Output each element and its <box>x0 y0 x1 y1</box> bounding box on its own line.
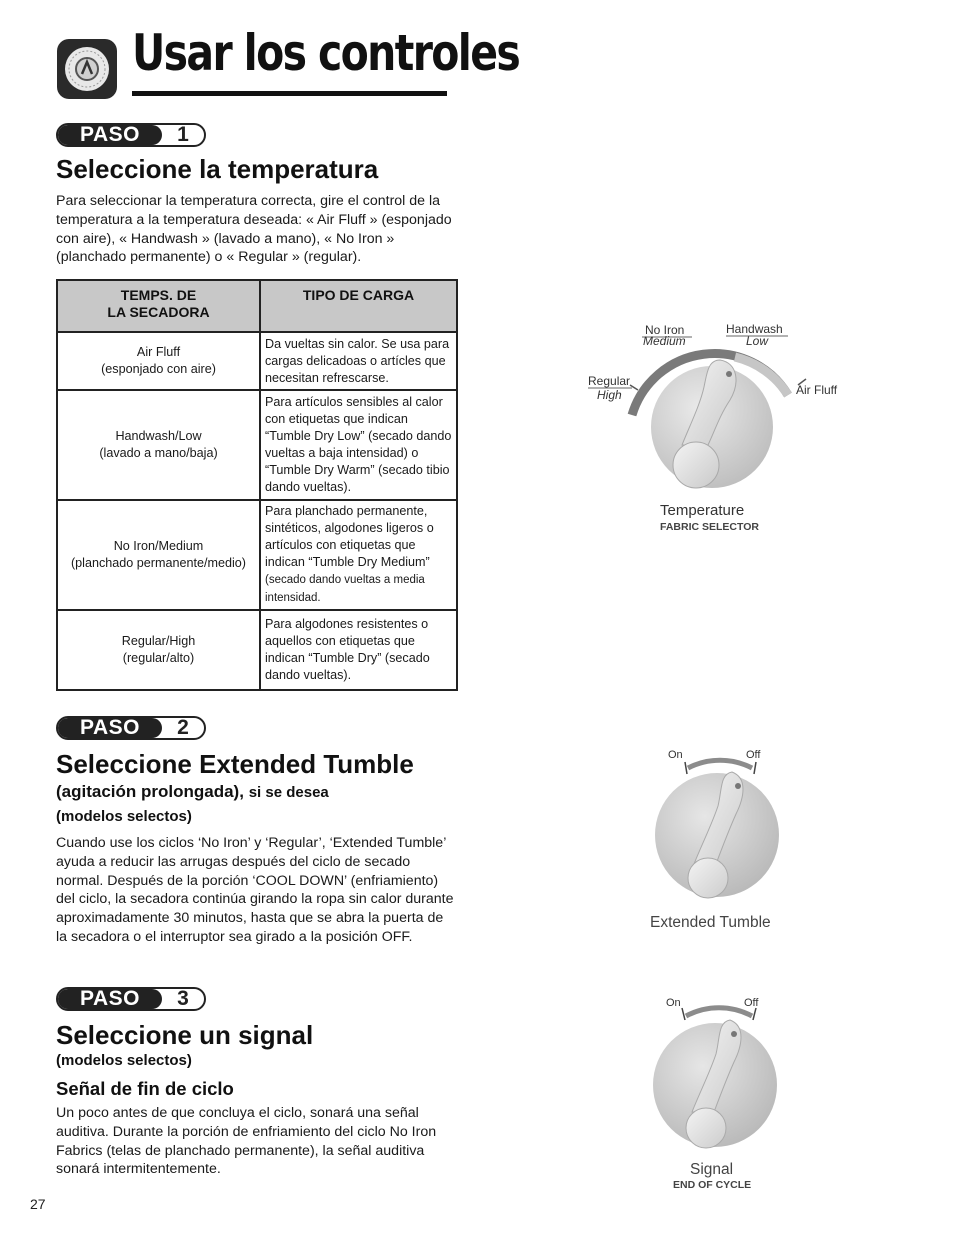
dial-label-on: On <box>666 997 681 1009</box>
dial-title: Signal <box>690 1161 734 1178</box>
paso-number: 2 <box>177 716 189 739</box>
table-row: Handwash/Low (lavado a mano/baja) Para artículos sensibles al calor con etiquetas que indican “Tumble Dry Low” (secado dando vueltas a baja intensidad) o “Tumble Dry Warm” (secado tibio dando vueltas). <box>57 390 457 500</box>
page-number: 27 <box>30 1196 46 1212</box>
temperature-table <box>56 279 458 691</box>
paso-1-badge <box>56 123 206 147</box>
paso-label: PASO <box>58 989 162 1009</box>
dial-label-on: On <box>668 749 683 761</box>
paso-number: 1 <box>177 123 189 146</box>
paso-2-badge <box>56 716 206 740</box>
paso-3-badge <box>56 987 206 1011</box>
step2-body: Cuando use los ciclos ‘No Iron’ y ‘Regular’, ‘Extended Tumble’ ayuda a reducir las arrugas después del ciclo de secado normal. Después de la porción ‘COOL DOWN’ (enfriamiento) del ciclo, la secadora continúa girando la ropa sin calor durante aproximadamente 30 minutos, hasta que se abra la puerta de la secadora o el interruptor sea girado a la posición OFF. <box>56 835 454 945</box>
dial-icon <box>56 38 118 100</box>
step3-models: (modelos selectos) <box>56 1052 192 1069</box>
dial-title: Temperature <box>660 502 745 519</box>
temperature-dial <box>580 315 860 540</box>
signal-dial <box>640 988 800 1198</box>
title-rule <box>132 91 447 96</box>
dial-subtitle: END OF CYCLE <box>673 1179 752 1191</box>
dial-label-off: Off <box>746 749 761 761</box>
step2-subheading: (agitación prolongada), si se desea <box>56 782 329 801</box>
dial-subtitle: FABRIC SELECTOR <box>660 521 759 533</box>
paso-label: PASO <box>58 718 162 738</box>
paso-number: 3 <box>177 987 189 1010</box>
paso-label: PASO <box>58 125 162 145</box>
dial-title: Extended Tumble <box>650 914 771 931</box>
dial-label-medium: Medium <box>643 334 686 348</box>
table-header-temps: TEMPS. DE LA SECADORA <box>57 280 260 332</box>
extended-tumble-dial <box>640 740 800 935</box>
dial-label-airfluff: Air Fluff <box>796 383 838 397</box>
table-row: Regular/High (regular/alto) Para algodones resistentes o aquellos con etiquetas que indican “Tumble Dry” (secado dando vueltas). <box>57 610 457 690</box>
step1-heading: Seleccione la temperatura <box>56 154 379 184</box>
step3-body: Un poco antes de que concluya el ciclo, sonará una señal auditiva. Durante la porción de enfriamiento del ciclo No Iron Fabrics (telas de planchado permanente), la señal auditiva sonará intermitentemente. <box>56 1105 437 1178</box>
dial-label-noiron: No Iron <box>645 323 685 337</box>
table-header-carga: TIPO DE CARGA <box>260 280 457 332</box>
page-title: Usar los controles <box>132 24 520 82</box>
dial-label-off: Off <box>744 997 759 1009</box>
step2-models: (modelos selectos) <box>56 808 192 825</box>
table-row: No Iron/Medium (planchado permanente/medio) Para planchado permanente, sintéticos, algodones ligeros o artículos con etiquetas que indican “Tumble Dry Medium” (secado dando vueltas a media intensidad. <box>57 500 457 610</box>
dial-label-high: High <box>597 388 622 402</box>
table-row: Air Fluff (esponjado con aire) Da vueltas sin calor. Se usa para cargas delicadoas o artícles que necesitan refrescarse. <box>57 332 457 390</box>
dial-label-low: Low <box>746 334 769 348</box>
step2-heading: Seleccione Extended Tumble <box>56 749 414 779</box>
step3-subheading: Señal de fin de ciclo <box>56 1078 234 1099</box>
dial-label-handwash: Handwash <box>726 322 783 336</box>
step1-body: Para seleccionar la temperatura correcta, gire el control de la temperatura a la temperatura deseada: « Air Fluff » (esponjado con aire), « Handwash » (lavado a mano), « No Iron » (planchado permanente) o « Regular » (regular). <box>56 193 452 266</box>
step3-heading: Seleccione un signal <box>56 1020 314 1050</box>
dial-label-regular: Regular <box>588 374 631 388</box>
